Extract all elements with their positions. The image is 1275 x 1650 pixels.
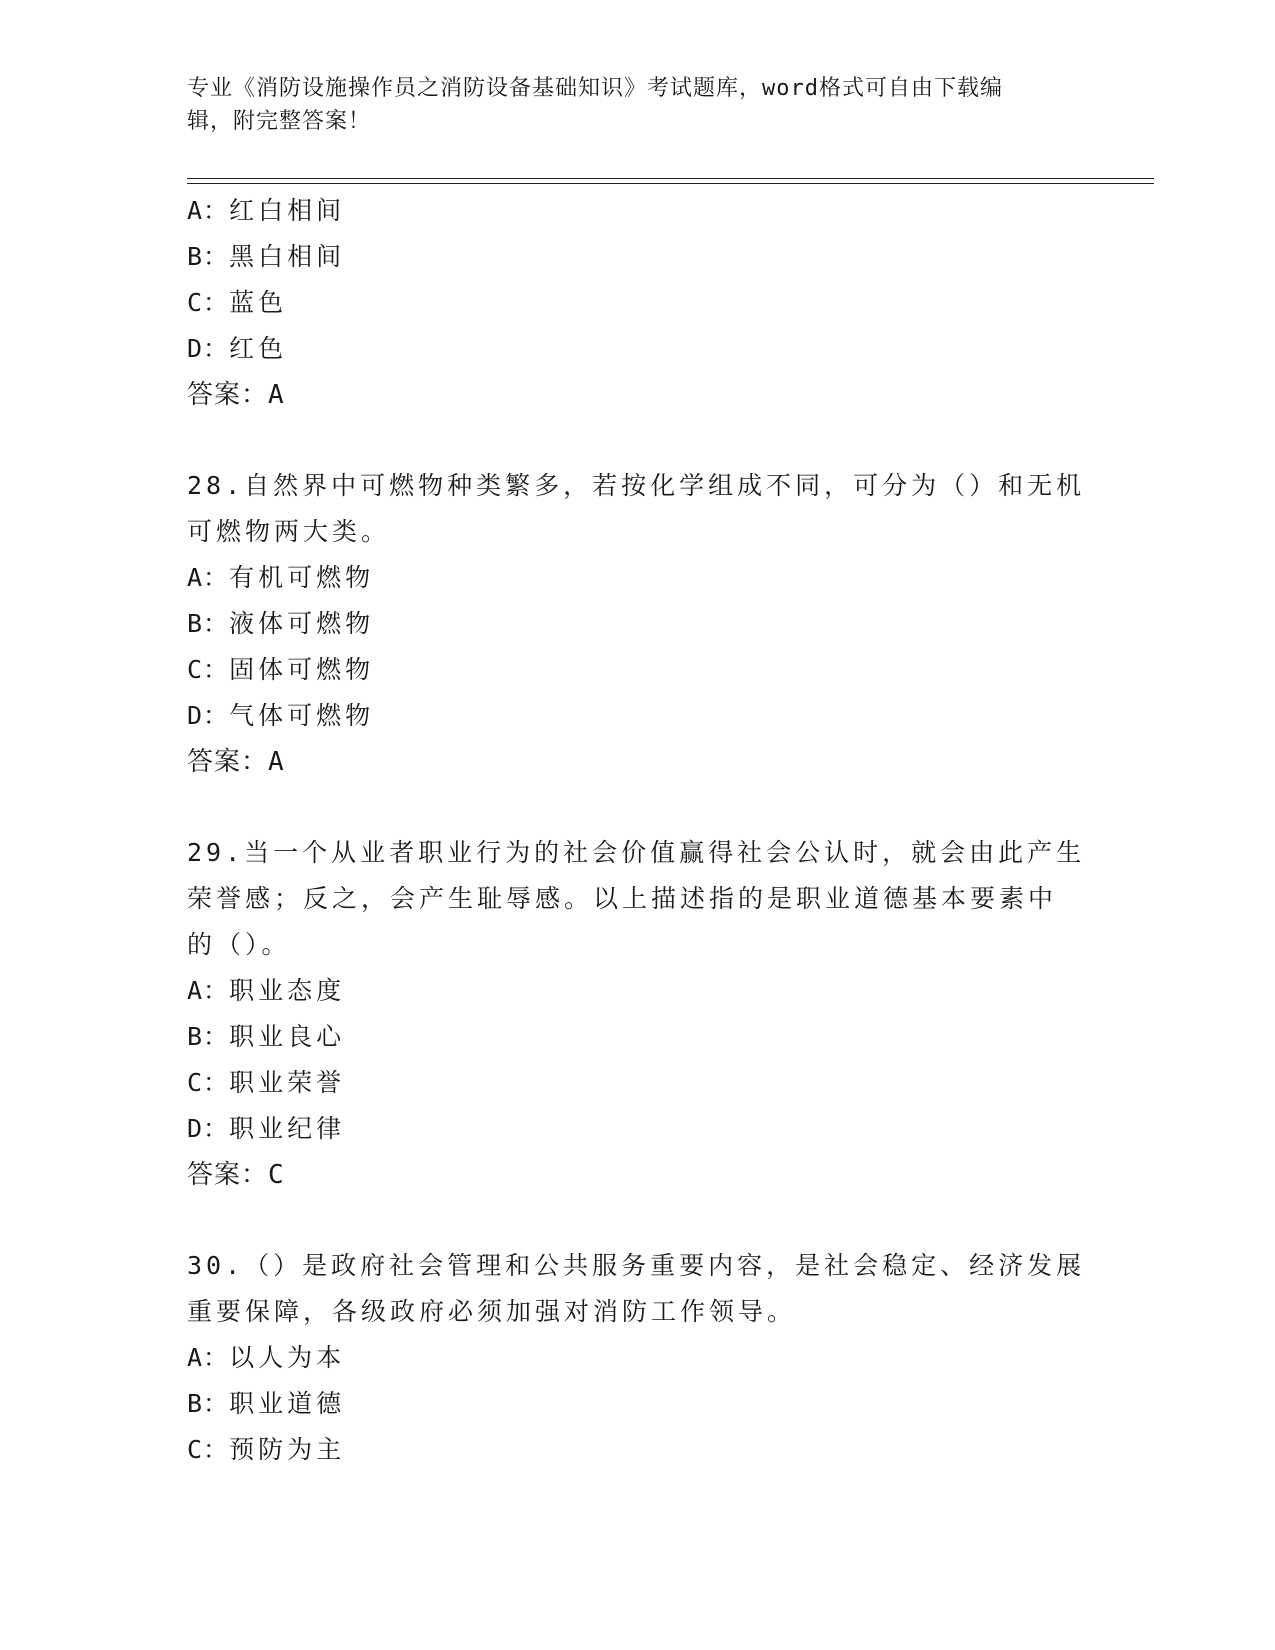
question-text-line: 28.自然界中可燃物种类繁多，若按化学组成不同，可分为（）和无机 (187, 471, 1086, 500)
option-b: B：职业道德 (187, 1389, 346, 1418)
option-d: D：红色 (187, 334, 288, 363)
question-text-line: 29.当一个从业者职业行为的社会价值赢得社会公认时，就会由此产生 (187, 838, 1086, 867)
option-b: B：职业良心 (187, 1022, 346, 1051)
question-text-line: 可燃物两大类。 (187, 517, 391, 546)
header-rule-top (187, 178, 1154, 179)
option-a: A：红白相间 (187, 196, 346, 225)
question-text-line: 重要保障，各级政府必须加强对消防工作领导。 (187, 1297, 797, 1326)
question-29 (187, 830, 1087, 1198)
question-list (187, 188, 1087, 1473)
header-line-2: 辑，附完整答案！ (187, 109, 372, 134)
option-c: C：职业荣誉 (187, 1068, 346, 1097)
answer: 答案：A (187, 747, 285, 777)
option-b: B：液体可燃物 (187, 609, 375, 638)
option-d: D：气体可燃物 (187, 701, 375, 730)
option-b: B：黑白相间 (187, 242, 346, 271)
question-text-line: 的（）。 (187, 930, 291, 959)
option-a: A：以人为本 (187, 1343, 346, 1372)
option-c: C：固体可燃物 (187, 655, 375, 684)
option-c: C：预防为主 (187, 1435, 346, 1464)
header-rule-bottom (187, 183, 1154, 184)
answer: 答案：C (187, 1160, 285, 1190)
option-a: A：职业态度 (187, 976, 346, 1005)
option-c: C：蓝色 (187, 288, 288, 317)
question-text-line: 30.（）是政府社会管理和公共服务重要内容，是社会稳定、经济发展 (187, 1251, 1086, 1280)
question-text-line: 荣誉感；反之，会产生耻辱感。以上描述指的是职业道德基本要素中 (187, 884, 1058, 913)
option-d: D：职业纪律 (187, 1114, 346, 1143)
question-28 (187, 463, 1087, 785)
question-27 (187, 188, 1087, 418)
answer: 答案：A (187, 380, 285, 410)
question-30 (187, 1243, 1087, 1473)
header-line-1: 专业《消防设施操作员之消防设备基础知识》考试题库，word格式可自由下载编 (187, 76, 1003, 101)
document-header (187, 72, 1067, 138)
option-a: A：有机可燃物 (187, 563, 375, 592)
